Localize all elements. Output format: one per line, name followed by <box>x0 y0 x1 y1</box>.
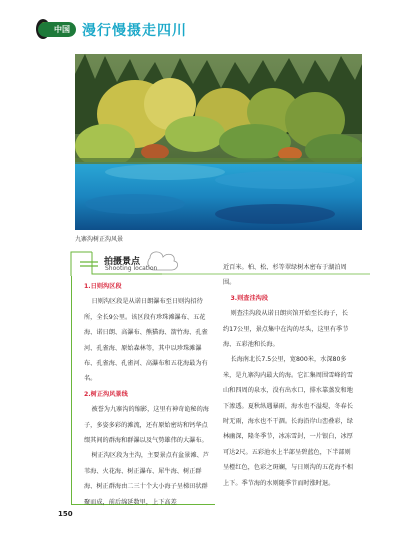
paragraph: 日则沟区段是从诺日朗瀑布至日则沟招待所，全长9公里。该区段有珍珠滩瀑布、五花海、诺日朗、高瀑布、熊猫海、箭竹海、孔雀河、孔雀海、原始森林等，其中以珍珠滩瀑布、孔雀海、孔雀河、高瀑布和五花海最为有名。 <box>84 298 208 383</box>
paragraph: 近百米。柏、松、杉等翠绿树木密布于湖泊周围。 <box>223 264 347 287</box>
subsection-heading: 1.日则沟区段 <box>84 283 122 290</box>
subsection-heading: 2.树正沟风景线 <box>84 390 128 398</box>
series-logo <box>38 22 76 37</box>
paragraph: 被誉为九寨沟的缩影，这里有神奇诡秘的海子，多姿多彩的滩流，还有原始密坊和钙华点缀其间的群海和群瀑以及气势雄伟的大瀑布。 <box>84 406 209 445</box>
section-title: 拍摄景点 <box>104 257 141 267</box>
text-column-right <box>223 260 353 491</box>
paragraph: 树正沟区段为主沟，主要景点有盆景滩、芦苇海、火花海、树正瀑布、犀牛海、树正群海、树正群海由二三十个大小海子呈梯田状群聚而成，前后绵延数里，上下高差 <box>84 452 209 506</box>
text-column-left <box>84 279 212 510</box>
logo-text: 中国 <box>54 25 70 34</box>
photo-caption: 九寨沟树正沟风景 <box>75 236 124 243</box>
paragraph: 则查洼沟段从诺日朗宾馆开始至长海子，长约17公里，景点集中在沟的尽头，这里有季节海、五彩池和长海。 <box>223 310 349 349</box>
subsection-heading: 3.则查洼沟段 <box>230 294 269 302</box>
paragraph: 长海南北长7.5公里，宽800米，水深80多米，是九寨沟内最大的海。它汇集周围雪峰的雪山和四周的泉水，没有出水口，排水靠蒸发和地下渗透。夏秋纵遇暴雨，海水也不溢堤，冬春长时无雨，海水也不干涸。长海沿岸山峦叠彩，绿林幽深，隆冬季节，冰冻雪封，一片银白，冰厚可达2尺。五彩池水上半部呈碧蓝色，下半部则呈橙红色，色彩之斑斓，与日则沟的五花海不相上下。季节海的水则随季节而时涨时退。 <box>223 356 353 487</box>
section-subtitle: Shooting location <box>105 265 158 272</box>
chapter-title: 漫行慢摄走四川 <box>82 23 187 39</box>
page-number: 150 <box>58 510 73 518</box>
landscape-photo <box>75 54 362 230</box>
page-header <box>0 0 400 46</box>
